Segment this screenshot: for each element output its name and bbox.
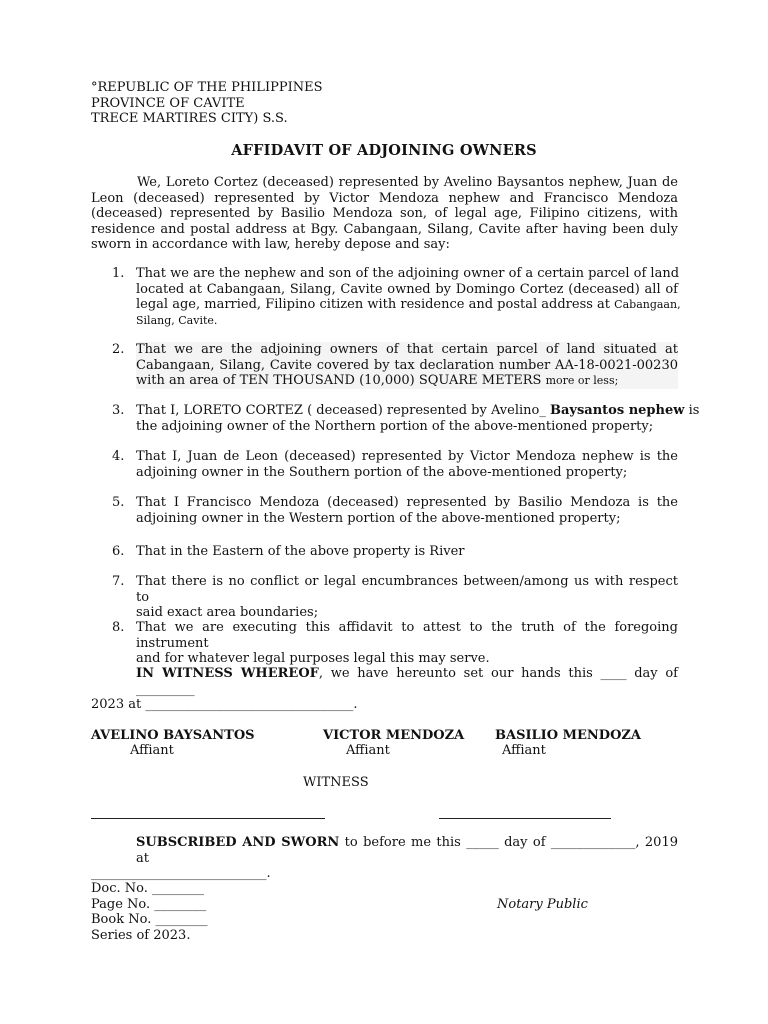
item-body (136, 266, 681, 328)
page-no: Page No. ________ (91, 896, 207, 912)
item-text: with an area of TEN THOUSAND (10,000) SQUARE METERS (136, 373, 542, 388)
item-line (136, 403, 700, 419)
item-line: That we are executing this affidavit to attest to the truth of the foregoing instrument (136, 620, 678, 651)
item-line: That we are the adjoining owners of that certain parcel of land situated at (136, 342, 678, 357)
in-witness-text: , we have hereunto set our hands this ____ day of _________ (136, 666, 678, 697)
item-body (136, 449, 678, 480)
intro-line-3: (deceased) represented by Basilio Mendoza son, of legal age, Filipino citizens, with (91, 206, 678, 221)
doc-no: Doc. No. ________ (91, 881, 205, 896)
item-line: said exact area boundaries; (136, 605, 319, 620)
item-number: 4. (112, 449, 125, 464)
intro-line-1: We, Loreto Cortez (deceased) represented by Avelino Baysantos nephew, Juan de (137, 175, 678, 190)
item-line (136, 373, 678, 389)
affiant-role-1: Affiant (130, 743, 174, 758)
intro-paragraph (91, 175, 678, 253)
affiant-role-3: Affiant (502, 743, 546, 758)
item-number: 6. (112, 544, 125, 559)
item-line (136, 297, 681, 313)
witness-label: WITNESS (303, 775, 369, 790)
affiant-role-2: Affiant (346, 743, 390, 758)
intro-line-2: Leon (deceased) represented by Victor Mendoza nephew and Francisco Mendoza (91, 190, 678, 206)
intro-line-4: residence and postal address at Bgy. Cabangaan, Silang, Cavite after having been duly (91, 221, 678, 237)
item-line: adjoining owner in the Western portion of the above-mentioned property; (136, 510, 621, 526)
item-body (136, 544, 678, 560)
header-line-3: TRECE MARTIRES CITY) S.S. (91, 111, 288, 126)
affiant-name-3: BASILIO MENDOZA (495, 728, 641, 743)
item-bold-text: Baysantos nephew (550, 403, 685, 418)
item-body (136, 620, 678, 667)
affiant-name-1: AVELINO BAYSANTOS (91, 728, 255, 743)
notarial-register (91, 881, 207, 943)
item-small-text: more or less; (545, 374, 619, 387)
item-line: That there is no conflict or legal encumbrances between/among us with respect to (136, 574, 678, 605)
in-witness-bold: IN WITNESS WHEREOF (136, 666, 319, 681)
jurat-paragraph (91, 835, 678, 882)
item-number: 8. (112, 620, 125, 635)
in-witness-line-2: 2023 at ________________________________. (91, 697, 358, 712)
item-line: Cabangaan, Silang, Cavite covered by tax declaration number AA-18-0021-00230 (136, 357, 678, 373)
item-line: That we are the nephew and son of the adjoining owner of a certain parcel of land (136, 266, 680, 281)
item-text: is (688, 403, 700, 418)
item-line: the adjoining owner of the Northern portion of the above-mentioned property; (136, 418, 654, 434)
item-line: That in the Eastern of the above property is River (136, 544, 465, 559)
jurat-line-1 (91, 835, 678, 866)
item-text: legal age, married, Filipino citizen with residence and postal address at (136, 297, 611, 312)
item-number: 1. (112, 266, 125, 281)
item-body (136, 495, 678, 526)
book-no: Book No. ________ (91, 912, 208, 927)
venue-header (91, 80, 322, 127)
item-line: and for whatever legal purposes legal this may serve. (136, 651, 490, 666)
witness-signature-line-2 (439, 818, 611, 819)
item-body (136, 574, 678, 621)
header-line-1: °REPUBLIC OF THE PHILIPPINES (91, 80, 323, 95)
in-witness-paragraph (91, 666, 678, 713)
jurat-line-2: ___________________________. (91, 866, 271, 881)
item-number: 3. (112, 403, 125, 418)
item-line: That I Francisco Mendoza (deceased) represented by Basilio Mendoza is the (136, 495, 678, 510)
jurat-text: to before me this _____ day of _____________, 2019 at (136, 835, 678, 866)
series: Series of 2023. (91, 927, 191, 943)
item-text: That I, LORETO CORTEZ ( deceased) represented by Avelino_ (136, 403, 546, 418)
header-line-2: PROVINCE OF CAVITE (91, 95, 245, 111)
witness-signature-line-1 (91, 818, 325, 819)
item-number: 5. (112, 495, 125, 510)
item-number: 2. (112, 342, 125, 357)
item-line: adjoining owner in the Southern portion of the above-mentioned property; (136, 464, 628, 480)
item-number: 7. (112, 574, 125, 589)
item-small-text: Cabangaan, (614, 298, 681, 311)
item-line: That I, Juan de Leon (deceased) represented by Victor Mendoza nephew is the (136, 449, 678, 464)
item-body (136, 342, 678, 389)
document-title: AFFIDAVIT OF ADJOINING OWNERS (231, 142, 537, 159)
item-small-line: Silang, Cavite. (136, 313, 218, 327)
in-witness-line-1 (91, 666, 678, 697)
jurat-bold: SUBSCRIBED AND SWORN (136, 835, 340, 850)
intro-line-5: sworn in accordance with law, hereby depose and say: (91, 237, 450, 252)
item-line: located at Cabangaan, Silang, Cavite owned by Domingo Cortez (deceased) all of (136, 281, 678, 297)
affiant-name-2: VICTOR MENDOZA (323, 728, 465, 743)
notary-public-label: Notary Public (497, 897, 588, 912)
item-body (136, 403, 700, 434)
